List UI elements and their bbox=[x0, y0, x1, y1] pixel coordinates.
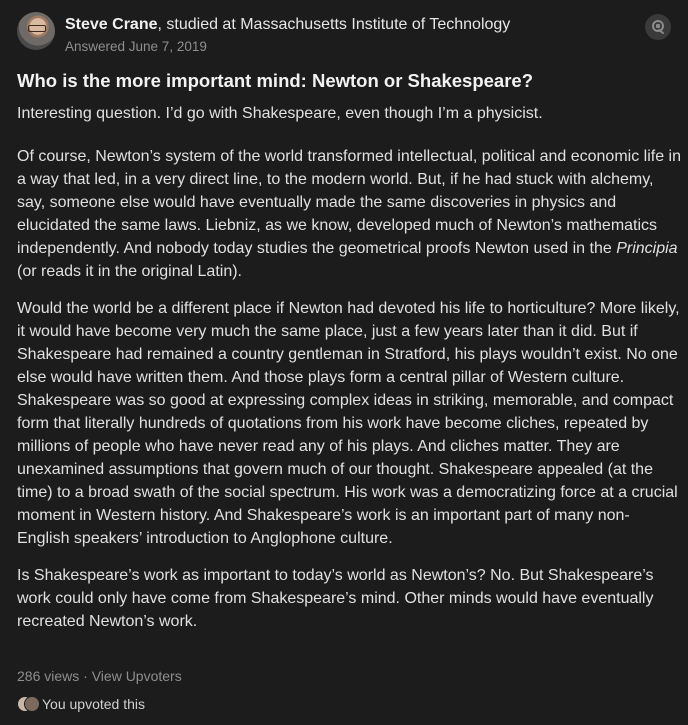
paragraph-text: Of course, Newton’s system of the world transformed intellectual, political and economic life in a way that led, in a very direct line, to the modern world. But, if he had stuck with alchemy, say, someone else would have eventually made the same discoveries in physics and elucidated the same laws. Liebniz, as we know, developed much of Newton’s mathematics independently. And nobody today studies the geometrical proofs Newton used in the bbox=[17, 148, 682, 257]
upvoter-avatar bbox=[24, 696, 40, 712]
author-credential[interactable]: , studied at Massachusetts Institute of Technology bbox=[157, 16, 511, 33]
answer-body bbox=[17, 102, 681, 647]
answer-meta bbox=[17, 667, 182, 685]
principia-italic: Principia bbox=[616, 240, 678, 257]
paragraph-text: (or reads it in the original Latin). bbox=[17, 263, 242, 280]
author-avatar[interactable] bbox=[17, 12, 55, 50]
answer-paragraph: Is Shakespeare’s work as important to today’s world as Newton’s? No. But Shakespeare’s work could only have come from Shakespeare’s mind. Other minds would have eventually recreated Newton’s work. bbox=[17, 567, 654, 630]
meta-separator: · bbox=[79, 668, 92, 684]
answer-header bbox=[17, 12, 671, 54]
answer-paragraph: Interesting question. I’d go with Shakespeare, even though I’m a physicist. bbox=[17, 105, 543, 122]
view-count: 286 views bbox=[17, 668, 80, 684]
answered-date[interactable]: Answered June 7, 2019 bbox=[65, 39, 207, 54]
share-button[interactable] bbox=[645, 14, 671, 40]
question-title[interactable]: Who is the more important mind: Newton or Shakespeare? bbox=[17, 70, 534, 91]
author-line bbox=[65, 15, 510, 35]
author-name[interactable]: Steve Crane bbox=[65, 16, 158, 33]
upvoter-avatars bbox=[17, 696, 39, 712]
answer-paragraph bbox=[17, 145, 681, 283]
upvoted-label: You upvoted this bbox=[42, 696, 146, 712]
answer-paragraph: Would the world be a different place if Newton had devoted his life to horticulture? More likely, it would have become very much the same place, just a few years later than it did. But if Shakespeare had remained a country gentleman in Stratford, his plays wouldn’t exist. No one else would have written them. And those plays form a central pillar of Western culture. Shakespeare was so good at expressing complex ideas in striking, memorable, and compact form that literally hundreds of quotations from his work have become cliches, repeated by millions of people who have never read any of his plays. And cliches matter. They are unexamined assumptions that govern much of our thought. Shakespeare appealed (at the time) to a broad swath of the social spectrum. His work was a democratizing force at a crucial moment in Western history. And Shakespeare’s work is an important part of many non-English speakers’ introduction to Anglophone culture. bbox=[17, 300, 680, 547]
view-upvoters-link[interactable]: View Upvoters bbox=[91, 668, 182, 684]
